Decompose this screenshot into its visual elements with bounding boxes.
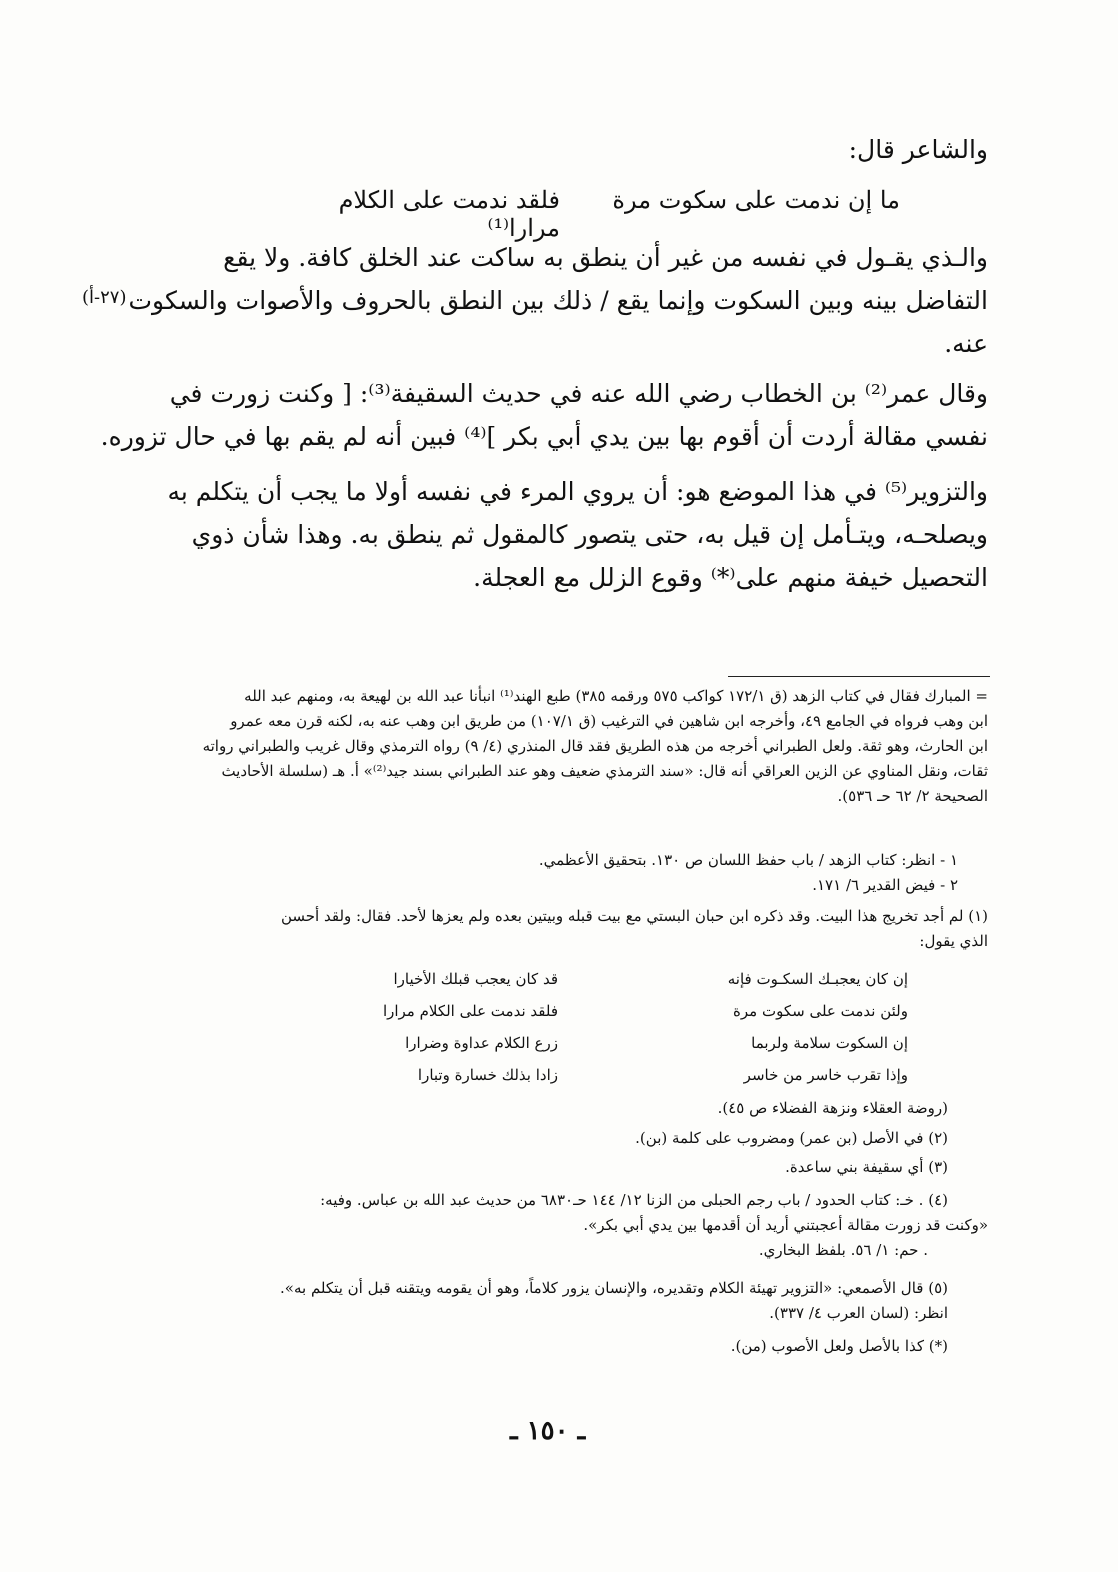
- footnote-2: (٢) في الأصل (بن عمر) ومضروب على كلمة (بن).: [635, 1129, 948, 1147]
- paragraph-1-line-1: والـذي يقـول في نفسه من غير أن ينطق به ساكت عند الخلق كافة. ولا يقع: [223, 243, 988, 272]
- poem-row-1-left: قد كان يعجب قبلك الأخيارا: [393, 970, 558, 988]
- fn4-line-2: «وكنت قد زورت مقالة أعجبتني أريد أن أقدمها بين يدي أبي بكر».: [583, 1216, 988, 1234]
- poem-row-3-right: إن السكوت سلامة ولربما: [751, 1034, 908, 1052]
- paragraph-2-line-2: نفسي مقالة أردت أن أقوم بها بين يدي أبي بكر ]⁽⁴⁾ فبين أنه لم يقم بها في حال تزوره.: [100, 422, 988, 451]
- verse-hemistich-1: ما إن ندمت على سكوت مرة: [612, 186, 900, 214]
- paragraph-2-line-1: وقال عمر⁽²⁾ بن الخطاب رضي الله عنه في حديث السقيفة⁽³⁾: [ وكنت زورت في: [169, 379, 988, 408]
- fn4-line-3: . حم: ١/ ٥٦. بلفظ البخاري.: [758, 1241, 928, 1259]
- footnote-separator: [728, 676, 990, 677]
- intro-text: والشاعر قال:: [848, 135, 988, 164]
- footnote-carryover: [203, 684, 988, 809]
- footnote-star: (*) كذا بالأصل ولعل الأصوب (من).: [730, 1337, 948, 1355]
- paragraph-1: [128, 236, 988, 365]
- carry-line-4: ثقات، ونقل المناوي عن الزين العراقي أنه قال: «سند الترمذي ضعيف وهو عند الطبراني بسند جيد⁽²⁾» أ. هـ (سلسلة الأحاديث: [221, 762, 988, 780]
- poem-row-2-left: فلقد ندمت على الكلام مرارا: [382, 1002, 558, 1020]
- poem-row-2-right: ولئن ندمت على سكوت مرة: [733, 1002, 908, 1020]
- intro-line: [849, 128, 988, 171]
- carry-line-3: ابن الحارث، وهو ثقة. ولعل الطبراني أخرجه من هذه الطريق فقد قال المنذري (٤/ ٩) رواه الترمذي وقال غريب والطبراني رواته: [202, 737, 988, 755]
- fn4-line-1: (٤) . خـ: كتاب الحدود / باب رجم الحبلى من الزنا ١٢/ ١٤٤ حـ٦٨٣٠ من حديث عبد الله بن عباس. وفيه:: [320, 1191, 948, 1209]
- fn1-source: (روضة العقلاء ونزهة الفضلاء ص ٤٥).: [717, 1099, 948, 1117]
- footnote-1: [281, 904, 988, 954]
- fn1-line-2: الذي يقول:: [919, 932, 988, 950]
- poem-row-1-right: إن كان يعجبـك السكـوت فإنه: [727, 970, 908, 988]
- paragraph-3-line-3: التحصيل خيفة منهم على⁽*⁾ وقوع الزلل مع العجلة.: [473, 563, 988, 592]
- poem-row-3-left: زرع الكلام عداوة وضرارا: [405, 1034, 558, 1052]
- carry-line-1: = المبارك فقال في كتاب الزهد (ق ١٧٢/١ كواكب ٥٧٥ ورقمه ٣٨٥) طبع الهند⁽¹⁾ انبأنا عبد الله بن لهيعة به، ومنهم عبد الله: [244, 687, 988, 705]
- paragraph-3-line-1: والتزوير⁽⁵⁾ في هذا الموضع هو: أن يروي المرء في نفسه أولا ما يجب أن يتكلم به: [167, 477, 988, 506]
- paragraph-1-line-3: عنه.: [944, 329, 988, 358]
- paragraph-2: [100, 372, 988, 458]
- poem-row-4-right: وإذا تقرب خاسر من خاسر: [743, 1066, 908, 1084]
- paragraph-1-line-2: التفاضل بينه وبين السكوت وإنما يقع / ذلك بين النطق بالحروف والأصوات والسكوت: [128, 286, 988, 315]
- footnote-5: [280, 1276, 948, 1326]
- carry-line-2: ابن وهب فرواه في الجامع ٤٩، وأخرجه ابن شاهين في الترغيب (ق ١٠٧/١) من طريق ابن وهب عنه به، لكنه قرن معه عمرو: [230, 712, 988, 730]
- margin-note: (٢٧-أ): [82, 287, 127, 308]
- paragraph-3: [158, 470, 988, 599]
- fn5-line-2: انظر: (لسان العرب ٤/ ٣٣٧).: [769, 1304, 948, 1322]
- footnote-3: (٣) أي سقيفة بني ساعدة.: [785, 1158, 948, 1176]
- verse-hemistich-2: فلقد ندمت على الكلام مرارا⁽¹⁾: [338, 186, 560, 242]
- fn1-line-1: (١) لم أجد تخريج هذا البيت. وقد ذكره ابن حبان البستي مع بيت قبله وبيتين بعده ولم يعزها لأحد. فقال: ولقد أحسن: [280, 907, 988, 925]
- sub-note-1: ١ - انظر: كتاب الزهد / باب حفظ اللسان ص ١٣٠. بتحقيق الأعظمي.: [538, 851, 958, 869]
- paragraph-3-line-2: ويصلحـه، ويتـأمل إن قيل به، حتى يتصور كالمقول ثم ينطق به. وهذا شأن ذوي: [191, 520, 988, 549]
- carry-line-5: الصحيحة ٢/ ٦٢ حـ ٥٣٦).: [837, 787, 988, 805]
- footnote-sub: [539, 848, 958, 898]
- sub-note-2: ٢ - فيض القدير ٦/ ١٧١.: [812, 876, 958, 894]
- footnote-4: [320, 1188, 988, 1263]
- page-number: ـ ١٥٠ ـ: [510, 1416, 586, 1446]
- poem-row-4-left: زادا بذلك خسارة وتبارا: [417, 1066, 558, 1084]
- fn5-line-1: (٥) قال الأصمعي: «التزوير تهيئة الكلام وتقديره، والإنسان يزور كلاماً، وهو أن يقومه ويتقنه قبل أن يتكلم به».: [280, 1279, 948, 1297]
